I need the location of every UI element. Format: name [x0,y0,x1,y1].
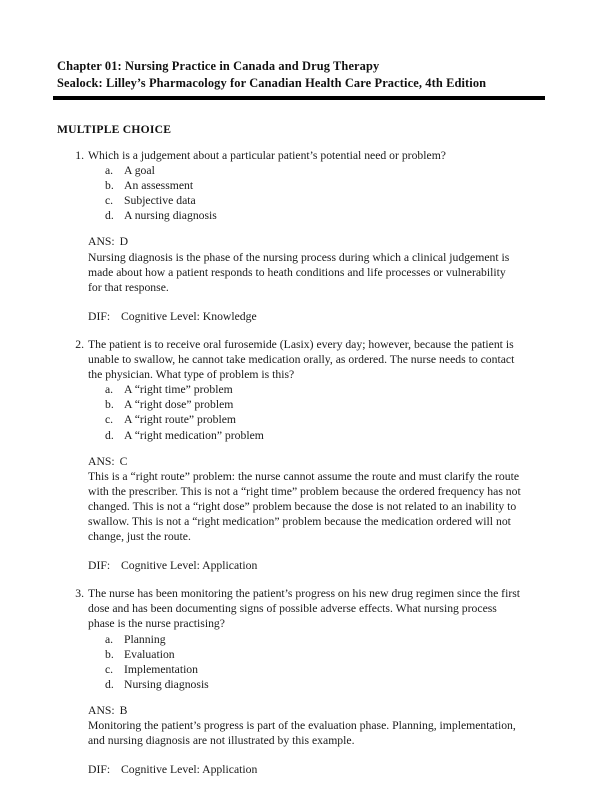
option-letter: b. [105,179,114,193]
answer-line [88,454,522,469]
answer-label: ANS: [88,703,115,717]
option-list [0,382,600,442]
option-text: An assessment [124,179,194,193]
answer-value: C [119,454,128,468]
option-text: A “right route” problem [124,413,236,427]
question-item [0,586,600,777]
option-list [0,163,600,223]
option-item[interactable] [0,382,600,397]
dif-line [0,558,600,573]
answer-rationale: Monitoring the patient’s progress is part of the evaluation phase. Planning, implementation, and nursing diagnosis are not illustrated by this example. [88,719,516,748]
option-letter: a. [105,164,114,178]
question-item [0,337,600,573]
header-textbook-title: Sealock: Lilley’s Pharmacology for Canadian Health Care Practice, 4th Edition [57,76,487,90]
dif-value: Cognitive Level: Knowledge [121,309,257,323]
option-item[interactable] [0,178,600,193]
option-text: Planning [124,632,166,646]
option-letter: c. [105,194,114,208]
dif-label: DIF: [88,763,111,777]
option-text: A goal [124,164,155,178]
dif-line [0,762,600,777]
answer-block [0,454,600,545]
dif-value: Cognitive Level: Application [121,763,258,777]
option-text: Nursing diagnosis [124,677,209,691]
dif-label: DIF: [88,309,111,323]
answer-block [0,703,600,748]
option-letter: a. [105,632,114,646]
question-stem-text: Which is a judgement about a particular patient’s potential need or problem? [88,149,446,162]
header-divider-rule [53,96,545,100]
dif-label: DIF: [88,559,111,573]
answer-line [88,703,522,718]
option-letter: a. [105,383,114,397]
question-stem [0,337,600,382]
option-letter: c. [105,662,114,676]
option-item[interactable] [0,632,600,647]
answer-value: D [119,235,129,249]
option-text: Evaluation [124,647,175,661]
option-text: Implementation [124,662,198,676]
option-item[interactable] [0,428,600,443]
option-text: Subjective data [124,194,196,208]
answer-rationale: This is a “right route” problem: the nurse cannot assume the route and must clarify the route with the prescriber. This is not a “right time” problem because the ordered frequency has not changed. This is not a “right dose” problem because the dose is not related to an inability to swallow. This is not a “right medication” problem because the medication ordered will not change, just the route. [88,469,521,544]
option-item[interactable] [0,647,600,662]
option-text: A “right dose” problem [124,398,234,412]
option-text: A “right time” problem [124,383,233,397]
answer-label: ANS: [88,235,115,249]
dif-line [0,309,600,324]
option-text: A “right medication” problem [124,428,264,442]
option-item[interactable] [0,677,600,692]
option-letter: d. [105,677,114,691]
dif-value: Cognitive Level: Application [121,559,258,573]
option-item[interactable] [0,412,600,427]
question-number: 1. [75,149,84,162]
option-item[interactable] [0,163,600,178]
question-stem-text: The nurse has been monitoring the patient’s progress on his new drug regimen since the first dose and has been documenting signs of possible adverse effects. What nursing process phase is the nurse practising? [88,587,521,631]
question-stem [0,586,600,631]
option-list [0,632,600,692]
section-heading-multiple-choice: MULTIPLE CHOICE [57,123,172,136]
question-list [0,148,600,790]
question-stem [0,148,600,163]
answer-label: ANS: [88,454,115,468]
option-item[interactable] [0,397,600,412]
option-item[interactable] [0,208,600,223]
option-item[interactable] [0,662,600,677]
option-item[interactable] [0,193,600,208]
document-header [57,58,549,92]
question-number: 2. [75,337,84,351]
option-letter: b. [105,398,114,412]
answer-value: B [119,703,128,717]
answer-rationale: Nursing diagnosis is the phase of the nursing process during which a clinical judgement is made about how a patient responds to heath conditions and life processes or vulnerability for that response. [88,250,510,294]
question-item [0,148,600,324]
option-letter: d. [105,428,114,442]
option-letter: b. [105,647,114,661]
answer-block [0,234,600,294]
question-stem-text: The patient is to receive oral furosemide (Lasix) every day; however, because the patient is unable to swallow, he cannot take medication orally, as ordered. The nurse needs to contact the physician. What type of problem is this? [88,337,515,382]
question-number: 3. [75,587,84,601]
option-letter: d. [105,209,114,223]
option-text: A nursing diagnosis [124,209,217,223]
answer-line [88,234,522,249]
header-chapter-title: Chapter 01: Nursing Practice in Canada and Drug Therapy [57,59,380,73]
option-letter: c. [105,413,114,427]
